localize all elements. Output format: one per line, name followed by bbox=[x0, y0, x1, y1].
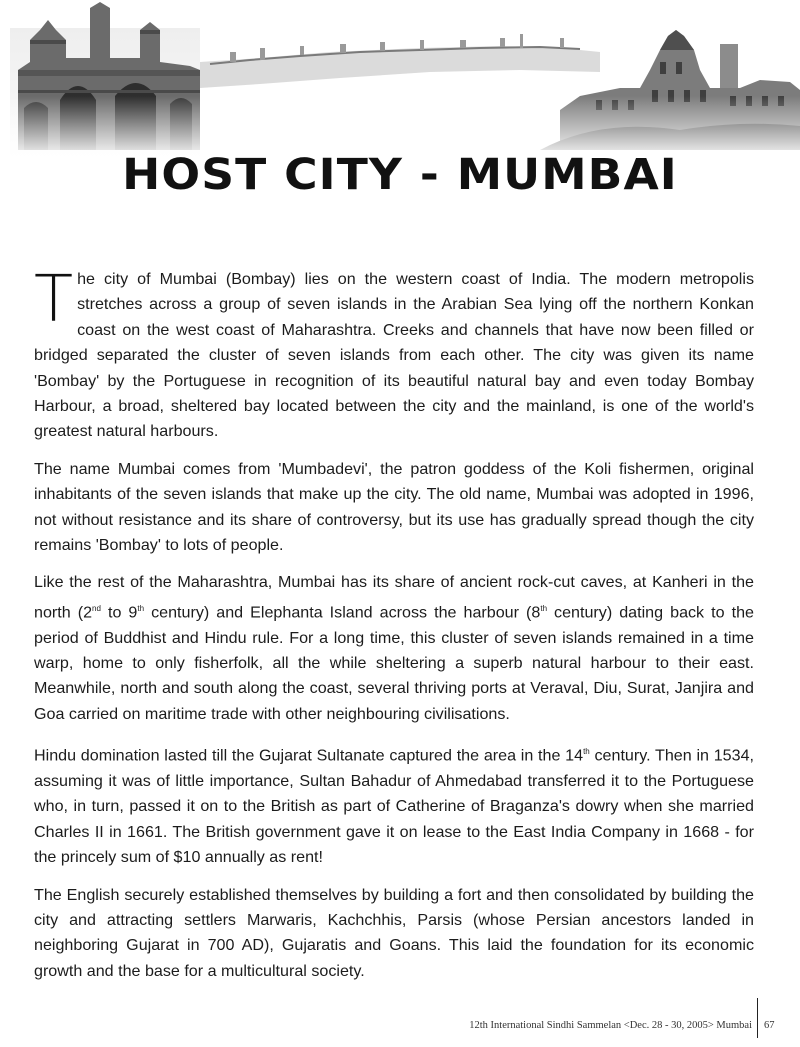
page-number: 67 bbox=[764, 1020, 775, 1031]
paragraph-4 bbox=[34, 739, 754, 870]
paragraph-3-text-a: Like the rest of the Maharashtra, Mumbai has its share of ancient rock-cut caves, at Kanheri in the north (2 bbox=[34, 573, 754, 622]
superscript: th bbox=[540, 603, 548, 613]
drop-cap: T bbox=[34, 263, 74, 337]
paragraph-4-text-b: century. Then in 1534, assuming it was of little importance, Sultan Bahadur of Ahmedabad transferred it to the Portuguese who, in turn, passed it on to the British as part of Catherine of Braganza's dowry when she married Charles II in 1661. The British government gave it on lease to the East India Company in 1668 - for the princely sum of $10 annually as rent! bbox=[34, 746, 754, 867]
paragraph-3-text-b: to 9 bbox=[100, 603, 138, 622]
footer-divider bbox=[757, 998, 758, 1038]
mumbai-skyline-illustration bbox=[0, 0, 800, 160]
paragraph-3-text-c: century) and Elephanta Island across the harbour (8 bbox=[144, 603, 541, 622]
superscript: nd bbox=[92, 603, 101, 613]
article-body bbox=[34, 263, 754, 996]
paragraph-1-text: he city of Mumbai (Bombay) lies on the western coast of India. The modern metropolis stretches across a group of seven islands in the Arabian Sea lying off the northern Konkan coast on the west coast of Maharashtra. Creeks and channels that have now been filled or bridged separated the cluster of seven islands from each other. The city was given its name 'Bombay' by the Portuguese in recognition of its beautiful natural bay and even today Bombay Harbour, a broad, sheltered bay located between the city and the mainland, is one of the world's greatest natural harbours. bbox=[34, 270, 754, 441]
paragraph-3-text-d: century) dating back to the period of Buddhist and Hindu rule. For a long time, this cluster of seven islands remained in a time warp, home to only fisherfolk, all the while sheltering a superb natural harbour to their east. Meanwhile, north and south along the coast, several thriving ports at Veraval, Diu, Surat, Janjira and Goa carried on maritime trade with other neighbouring civilisations. bbox=[34, 603, 754, 723]
superscript: th bbox=[137, 603, 145, 613]
superscript: th bbox=[583, 747, 590, 757]
paragraph-3 bbox=[34, 570, 754, 727]
header-banner-image bbox=[0, 0, 800, 160]
page-footer bbox=[0, 1016, 800, 1040]
paragraph-1 bbox=[34, 263, 754, 445]
paragraph-2: The name Mumbai comes from 'Mumbadevi', the patron goddess of the Koli fishermen, original inhabitants of the seven islands that make up the city. The old name, Mumbai was adopted in 1996, not without resistance and its share of controversy, but its use has gradually spread though the city remains 'Bombay' to lots of people. bbox=[34, 459, 754, 555]
paragraph-5: The English securely established themselves by building a fort and then consolidated by building the city and attracting settlers Marwaris, Kachchhis, Parsis (whose Persian ancestors landed in neighboring Gujarat in 700 AD), Gujaratis and Goans. This laid the foundation for its economic growth and the base for a multicultural society. bbox=[34, 885, 754, 980]
page-title: HOST CITY - MUMBAI bbox=[122, 150, 678, 200]
footer-event-text: 12th International Sindhi Sammelan <Dec. 28 - 30, 2005> Mumbai bbox=[469, 1020, 752, 1031]
paragraph-4-text-a: Hindu domination lasted till the Gujarat Sultanate captured the area in the 14 bbox=[34, 746, 584, 765]
